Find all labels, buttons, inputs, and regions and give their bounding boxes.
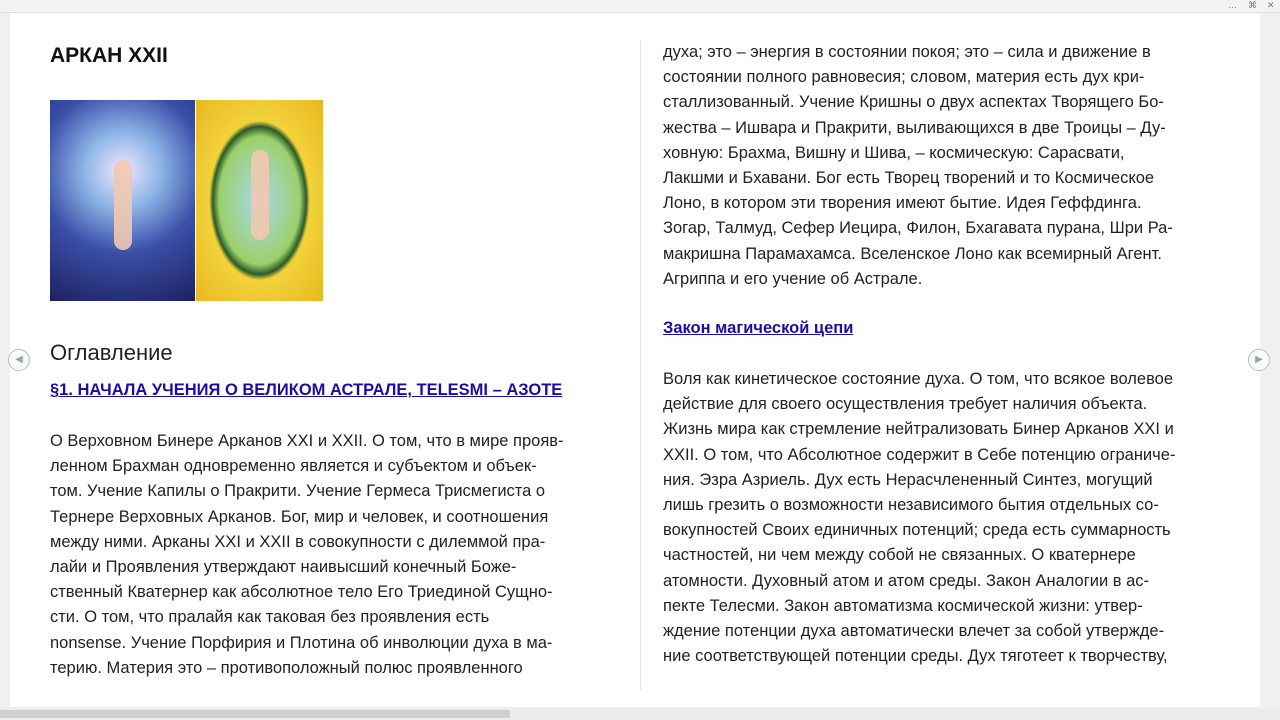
chevron-left-icon: ◀ <box>15 354 23 365</box>
more-icon[interactable]: … <box>1228 0 1237 10</box>
arcana-image-left <box>50 100 195 301</box>
text-line: пекте Телесми. Закон автоматизма космической жизни: утвер- <box>663 596 1143 615</box>
text-line: духа; это – энергия в состоянии покоя; это – сила и движение в <box>663 43 1151 61</box>
toc-heading: Оглавление <box>50 340 173 365</box>
text-line: Лоно, в котором эти творения имеют бытие. Идея Геффдинга. <box>663 194 1142 213</box>
text-line: ния. Эзра Азриель. Дух есть Нерасчлененный Синтез, могущий <box>663 470 1153 489</box>
text-line: частностей, ни чем между собой не связанных. О кватернере <box>663 546 1136 565</box>
text-line: лишь грезить о возможности независимого бытия отдельных со- <box>663 496 1159 515</box>
text-line: Лакшми и Бхавани. Бог есть Творец творений и то Космическое <box>663 169 1155 188</box>
text-line: О Верховном Бинере Арканов XXI и XXII. О том, что в мире прояв- <box>50 432 564 450</box>
text-line: сти. О том, что пралайя как таковая без проявления есть <box>50 608 490 627</box>
section-link-1[interactable]: §1. НАЧАЛА УЧЕНИЯ О ВЕЛИКОМ АСТРАЛЕ, TELESMI – АЗОТЕ <box>50 381 563 399</box>
text-line: ние соответствующей потенции среды. Дух тяготеет к творчеству, <box>663 647 1168 666</box>
text-line: лайи и Проявления утверждают наивысший конечный Боже- <box>50 558 517 577</box>
arcana-image-right <box>196 100 323 301</box>
text-line: состоянии полного равновесия; словом, материя есть дух кри- <box>663 68 1145 87</box>
text-line: макришна Парамахамса. Вселенское Лоно как всемирный Агент. <box>663 244 1162 263</box>
page-title: АРКАН XXII <box>50 44 168 67</box>
next-page-button[interactable] <box>1248 349 1270 371</box>
text-line: Агриппа и его учение об Астрале. <box>663 269 923 288</box>
text-line: ленном Брахман одновременно является и субъектом и объек- <box>50 457 537 476</box>
text-line: вокупностей Своих единичных потенций; среда есть суммарность <box>663 521 1171 540</box>
right-body-text-top <box>663 40 1173 292</box>
text-line: терию. Материя это – противоположный полюс проявленного <box>50 658 523 677</box>
scrollbar-thumb[interactable] <box>0 710 510 718</box>
page-divider <box>640 40 641 690</box>
text-line: nonsense. Учение Порфирия и Плотина об инволюции духа в ма- <box>50 633 553 652</box>
text-line: жества – Ишвара и Пракрити, выливающихся в две Троицы – Ду- <box>663 118 1166 137</box>
right-body-text-bottom <box>663 367 1175 669</box>
prev-page-button[interactable] <box>8 349 30 371</box>
section-link-magic-chain[interactable]: Закон магической цепи <box>663 319 854 337</box>
close-icon[interactable]: ✕ <box>1267 0 1275 10</box>
text-line: том. Учение Капилы о Пракрити. Учение Гермеса Трисмегиста о <box>50 482 546 501</box>
text-line: ственный Кватернер как абсолютное тело Его Триединой Сущно- <box>50 583 553 602</box>
text-line: действие для своего осуществления требует наличия объекта. <box>663 395 1148 414</box>
text-line: Воля как кинетическое состояние духа. О том, что всякое волевое <box>663 370 1174 388</box>
text-line: Жизнь мира как стремление нейтрализовать Бинер Арканов XXI и <box>663 420 1174 439</box>
text-line: Тернере Верховных Арканов. Бог, мир и человек, и соотношения <box>50 507 549 526</box>
chevron-right-icon: ▶ <box>1255 354 1263 365</box>
text-line: Зогар, Талмуд, Сефер Иецира, Филон, Бхагавата пурана, Шри Ра- <box>663 219 1173 238</box>
text-line: между ними. Арканы XXI и XXII в совокупности с дилеммой пра- <box>50 532 546 551</box>
text-line: XXII. О том, что Абсолютное содержит в Себе потенцию ограниче- <box>663 445 1176 464</box>
text-line: сталлизованный. Учение Кришны о двух аспектах Творящего Бо- <box>663 93 1164 112</box>
text-line: атомности. Духовный атом и атом среды. Закон Аналогии в ас- <box>663 571 1150 590</box>
fullscreen-icon[interactable]: ⌘ <box>1248 0 1257 10</box>
text-line: ховную: Брахма, Вишну и Шива, – космическую: Сарасвати, <box>663 143 1125 162</box>
horizontal-scrollbar[interactable] <box>0 708 1280 720</box>
window-titlebar <box>0 0 1280 13</box>
text-line: ждение потенции духа автоматически влечет за собой утвержде- <box>663 622 1165 641</box>
left-body-text <box>50 429 564 681</box>
